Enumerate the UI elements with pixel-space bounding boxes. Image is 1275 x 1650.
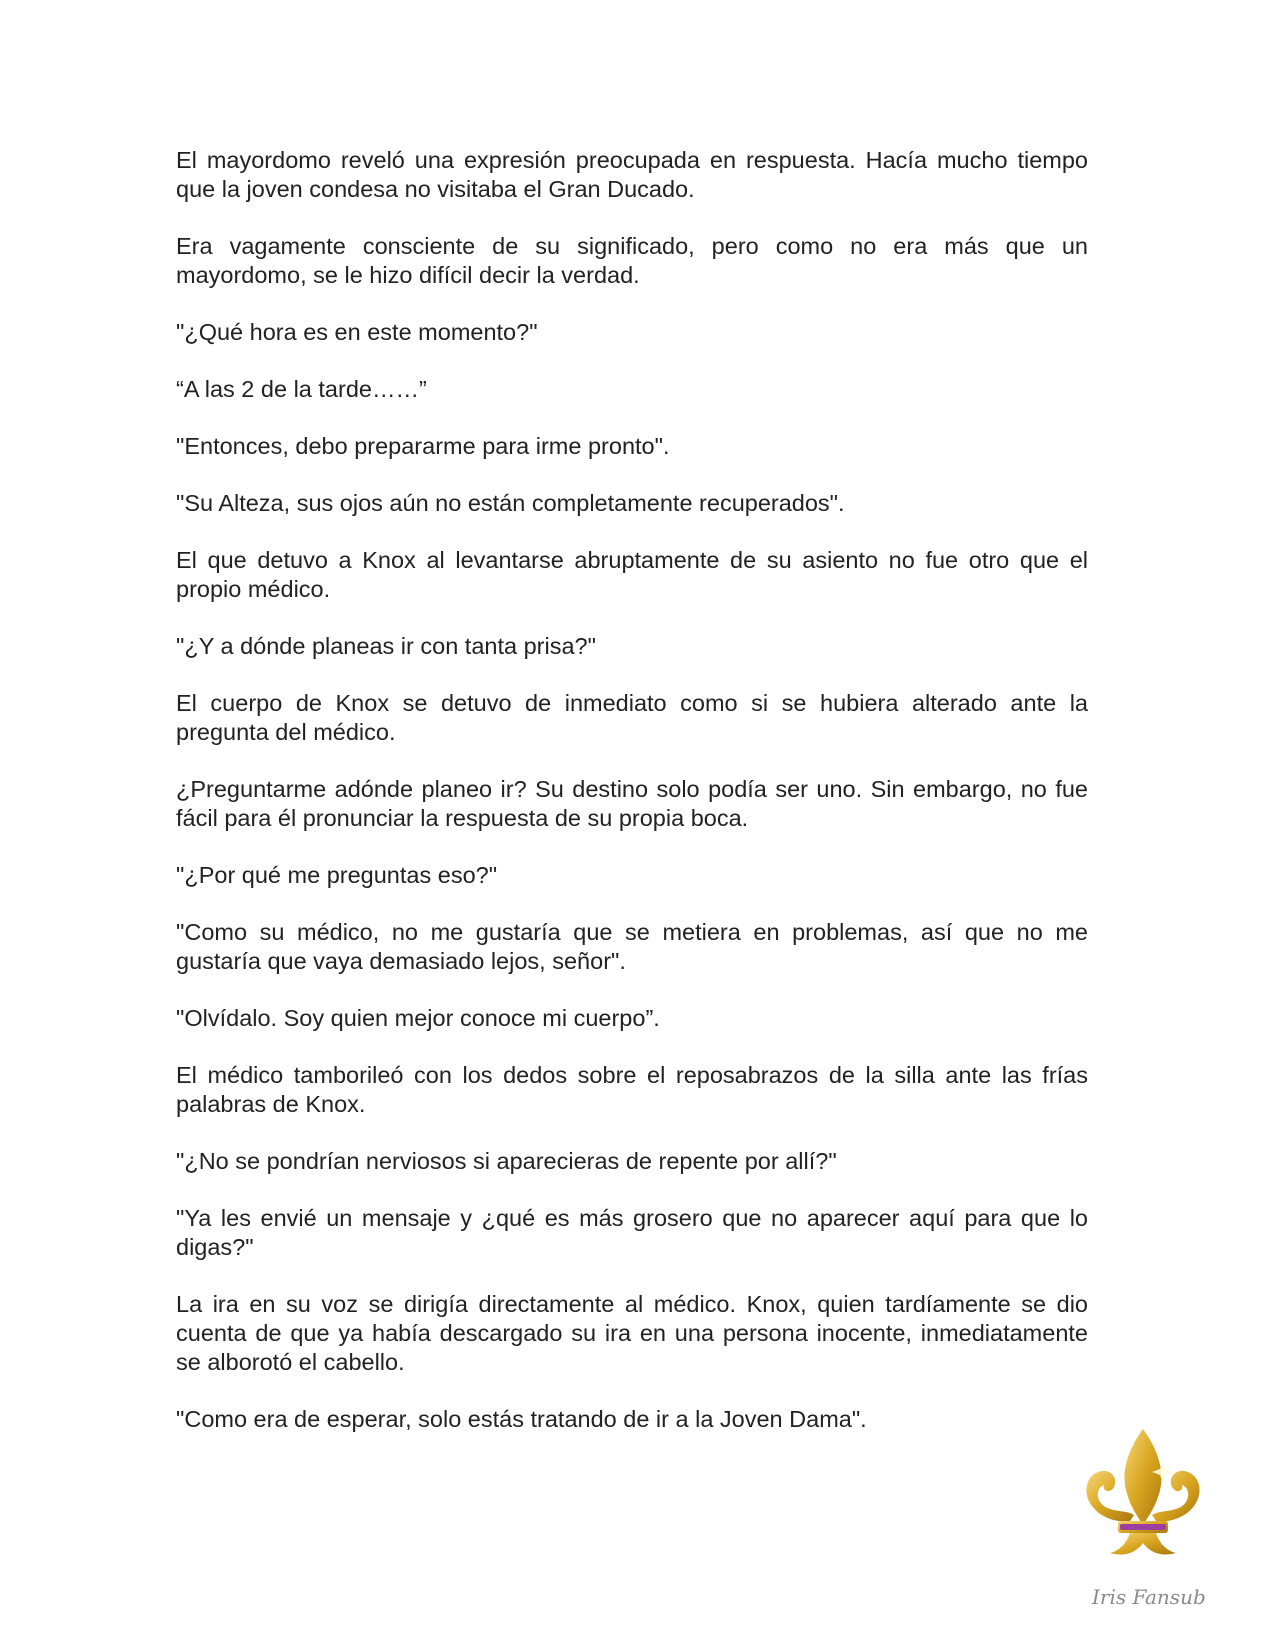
paragraph: El cuerpo de Knox se detuvo de inmediato como si se hubiera alterado ante la pregunta del médico. xyxy=(176,690,1088,745)
watermark-logo xyxy=(1068,1425,1218,1625)
document-body xyxy=(176,146,1088,1462)
paragraph: "¿Qué hora es en este momento?" xyxy=(176,319,538,345)
paragraph: "Olvídalo. Soy quien mejor conoce mi cuerpo”. xyxy=(176,1005,660,1031)
paragraph: “A las 2 de la tarde……” xyxy=(176,376,427,402)
paragraph: "Como era de esperar, solo estás tratando de ir a la Joven Dama". xyxy=(176,1406,867,1432)
paragraph: El médico tamborileó con los dedos sobre el reposabrazos de la silla ante las frías palabras de Knox. xyxy=(176,1062,1088,1117)
paragraph: "Ya les envié un mensaje y ¿qué es más grosero que no aparecer aquí para que lo digas?" xyxy=(176,1205,1088,1260)
paragraph: "Entonces, debo prepararme para irme pronto". xyxy=(176,433,670,459)
paragraph: "¿Por qué me preguntas eso?" xyxy=(176,862,498,888)
fleur-de-lis-icon xyxy=(1068,1425,1218,1575)
paragraph: El mayordomo reveló una expresión preocupada en respuesta. Hacía mucho tiempo que la joven condesa no visitaba el Gran Ducado. xyxy=(176,147,1088,202)
paragraph: "Su Alteza, sus ojos aún no están completamente recuperados". xyxy=(176,490,845,516)
watermark-signature: Iris Fansub xyxy=(1092,1585,1206,1609)
paragraph: "Como su médico, no me gustaría que se metiera en problemas, así que no me gustaría que vaya demasiado lejos, señor". xyxy=(176,919,1088,974)
paragraph: El que detuvo a Knox al levantarse abruptamente de su asiento no fue otro que el propio médico. xyxy=(176,547,1088,602)
paragraph: ¿Preguntarme adónde planeo ir? Su destino solo podía ser uno. Sin embargo, no fue fácil para él pronunciar la respuesta de su propia boca. xyxy=(176,776,1088,831)
paragraph: Era vagamente consciente de su significado, pero como no era más que un mayordomo, se le hizo difícil decir la verdad. xyxy=(176,233,1088,288)
paragraph: "¿Y a dónde planeas ir con tanta prisa?" xyxy=(176,633,596,659)
paragraph: La ira en su voz se dirigía directamente al médico. Knox, quien tardíamente se dio cuenta de que ya había descargado su ira en una persona inocente, inmediatamente se alborotó el cabello. xyxy=(176,1291,1088,1375)
paragraph: "¿No se pondrían nerviosos si aparecieras de repente por allí?" xyxy=(176,1148,837,1174)
